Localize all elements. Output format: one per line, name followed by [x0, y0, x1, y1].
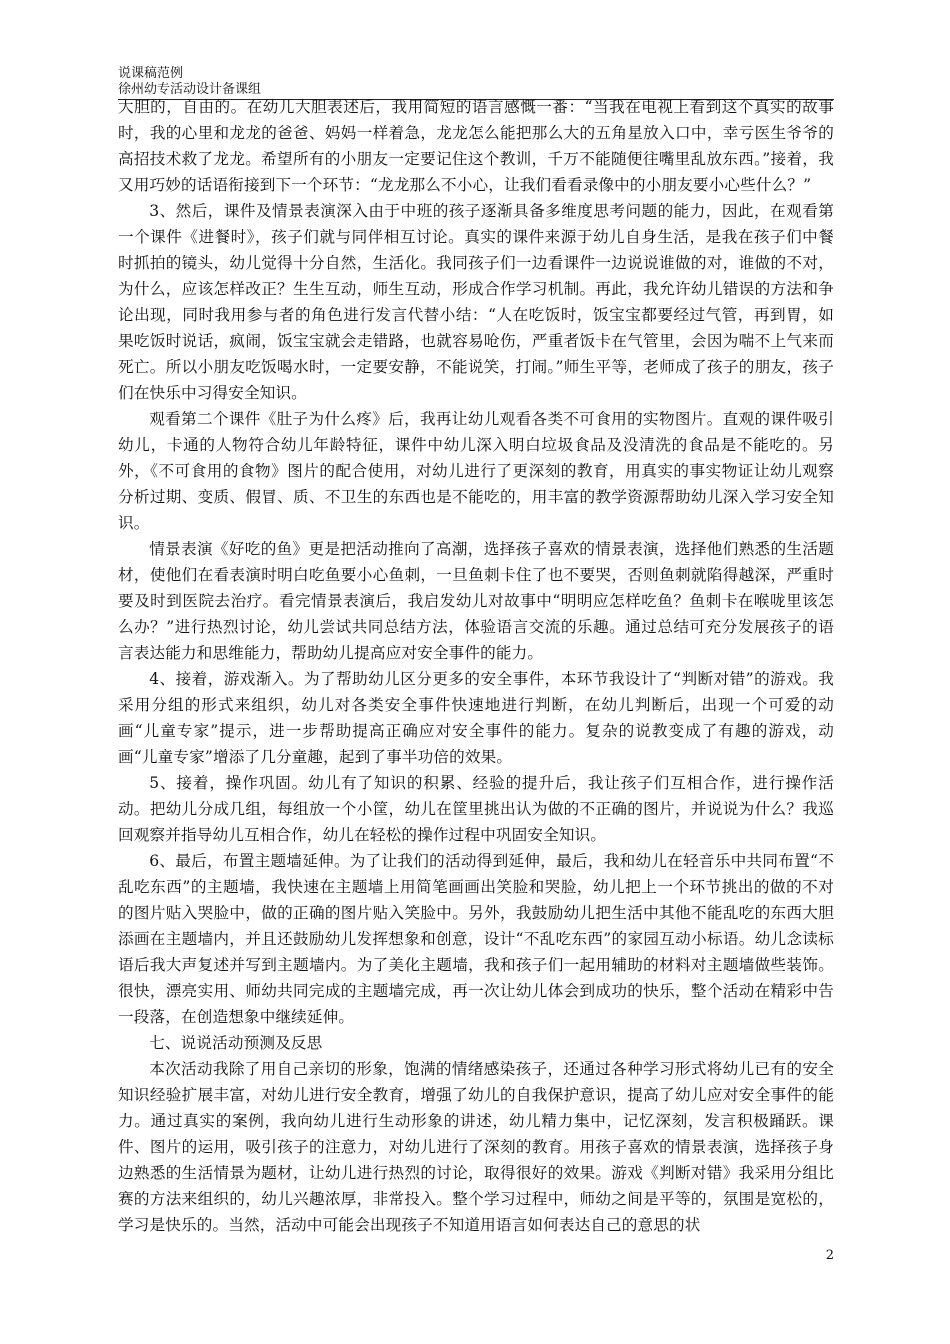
- header-organization: 徐州幼专活动设计备课组: [118, 82, 262, 97]
- section-heading-reflection: 七、说说活动预测及反思: [149, 1034, 323, 1052]
- header-doc-type: 说课稿范例: [118, 66, 184, 81]
- document-body: [118, 94, 834, 1238]
- paragraph-continued: 大胆的，自由的。在幼儿大胆表述后，我用简短的语言感慨一番：“当我在电视上看到这个真实的故事时，我的心里和龙龙的爸爸、妈妈一样着急，龙龙怎么能把那么大的五角星放入口中，幸亏医生爷爷的高招技术救了龙龙。希望所有的小朋友一定要记住这个教训，千万不能随便往嘴里乱放东西。”接着，我又用巧妙的话语衔接到下一个环节：“龙龙那么不小心，让我们看看录像中的小朋友要小心些什么？”: [118, 98, 834, 194]
- paragraph-second-courseware: 观看第二个课件《肚子为什么疼》后，我再让幼儿观看各类不可食用的实物图片。直观的课件吸引幼儿，卡通的人物符合幼儿年龄特征，课件中幼儿深入明白垃圾食品及没清洗的食品是不能吃的。另外，《不可食用的食物》图片的配合使用，对幼儿进行了更深刻的教育，用真实的事实物证让幼儿观察分析过期、变质、假冒、质、不卫生的东西也是不能吃的，用丰富的教学资源帮助幼儿深入学习安全知识。: [118, 410, 834, 532]
- page-number: 2: [825, 1248, 834, 1263]
- paragraph-step-3: 3、然后，课件及情景表演深入由于中班的孩子逐渐具备多维度思考问题的能力，因此，在观看第一个课件《进餐时》，孩子们就与同伴相互讨论。真实的课件来源于幼儿自身生活，是我在孩子们中餐时抓拍的镜头，幼儿觉得十分自然，生活化。我同孩子们一边看课件一边说说谁做的对，谁做的不对，为什么，应该怎样改正？生生互动，师生互动，形成合作学习机制。再此，我允许幼儿错误的方法和争论出现，同时我用参与者的角色进行发言代替小结：“人在吃饭时，饭宝宝都要经过气管，再到胃，如果吃饭时说话，疯闹，饭宝宝就会走错路，也就容易呛伤，严重者饭卡在气管里，会因为喘不上气来而死亡。所以小朋友吃饭喝水时，一定要安静，不能说笑，打闹。”师生平等，老师成了孩子的朋友，孩子们在快乐中习得安全知识。: [118, 202, 834, 402]
- paragraph-step-6: 6、最后，布置主题墙延伸。为了让我们的活动得到延伸，最后，我和幼儿在轻音乐中共同布置“不乱吃东西”的主题墙，我快速在主题墙上用简笔画画出笑脸和哭脸，幼儿把上一个环节挑出的做的不对的图片贴入哭脸中，做的正确的图片贴入笑脸中。另外，我鼓励幼儿把生活中其他不能乱吃的东西大胆添画在主题墙内，并且还鼓励幼儿发挥想象和创意，设计“不乱吃东西”的家园互动小标语。幼儿念读标语后我大声复述并写到主题墙内。为了美化主题墙，我和孩子们一起用辅助的材料对主题墙做些装饰。很快，漂亮实用、师幼共同完成的主题墙完成，再一次让幼儿体会到成功的快乐，整个活动在精彩中告一段落，在创造想象中继续延伸。: [118, 852, 834, 1026]
- paragraph-step-5: 5、接着，操作巩固。幼儿有了知识的积累、经验的提升后，我让孩子们互相合作，进行操作活动。把幼儿分成几组，每组放一个小筐，幼儿在筐里挑出认为做的不正确的图片，并说说为什么？我巡回观察并指导幼儿互相合作，幼儿在轻松的操作过程中巩固安全知识。: [118, 774, 834, 844]
- paragraph-step-4: 4、接着，游戏渐入。为了帮助幼儿区分更多的安全事件，本环节我设计了“判断对错”的游戏。我采用分组的形式来组织，幼儿对各类安全事件快速地进行判断，在幼儿判断后，出现一个可爱的动画“儿童专家”提示，进一步帮助提高正确应对安全事件的能力。复杂的说教变成了有趣的游戏，动画“儿童专家”增添了几分童趣，起到了事半功倍的效果。: [118, 670, 834, 766]
- paragraph-role-play: 情景表演《好吃的鱼》更是把活动推向了高潮，选择孩子喜欢的情景表演，选择他们熟悉的生活题材，使他们在看表演时明白吃鱼要小心鱼刺，一旦鱼刺卡住了也不要哭，否则鱼刺就陷得越深，严重时要及时到医院去治疗。看完情景表演后，我启发幼儿对故事中“明明应怎样吃鱼？鱼刺卡在喉咙里该怎么办？”进行热烈讨论，幼儿尝试共同总结方法，体验语言交流的乐趣。通过总结可充分发展孩子的语言表达能力和思维能力，帮助幼儿提高应对安全事件的能力。: [118, 540, 834, 662]
- paragraph-reflection: 本次活动我除了用自己亲切的形象，饱满的情绪感染孩子，还通过各种学习形式将幼儿已有的安全知识经验扩展丰富，对幼儿进行安全教育，增强了幼儿的自我保护意识，提高了幼儿应对安全事件的能力。通过真实的案例，我向幼儿进行生动形象的讲述，幼儿精力集中，记忆深刻，发言积极踊跃。课件、图片的运用，吸引孩子的注意力，对幼儿进行了深刻的教育。用孩子喜欢的情景表演，选择孩子身边熟悉的生活情景为题材，让幼儿进行热烈的讨论，取得很好的效果。游戏《判断对错》我采用分组比赛的方法来组织的，幼儿兴趣浓厚，非常投入。整个学习过程中，师幼之间是平等的，氛围是宽松的，学习是快乐的。当然，活动中可能会出现孩子不知道用语言如何表达自己的意思的状: [118, 1060, 834, 1234]
